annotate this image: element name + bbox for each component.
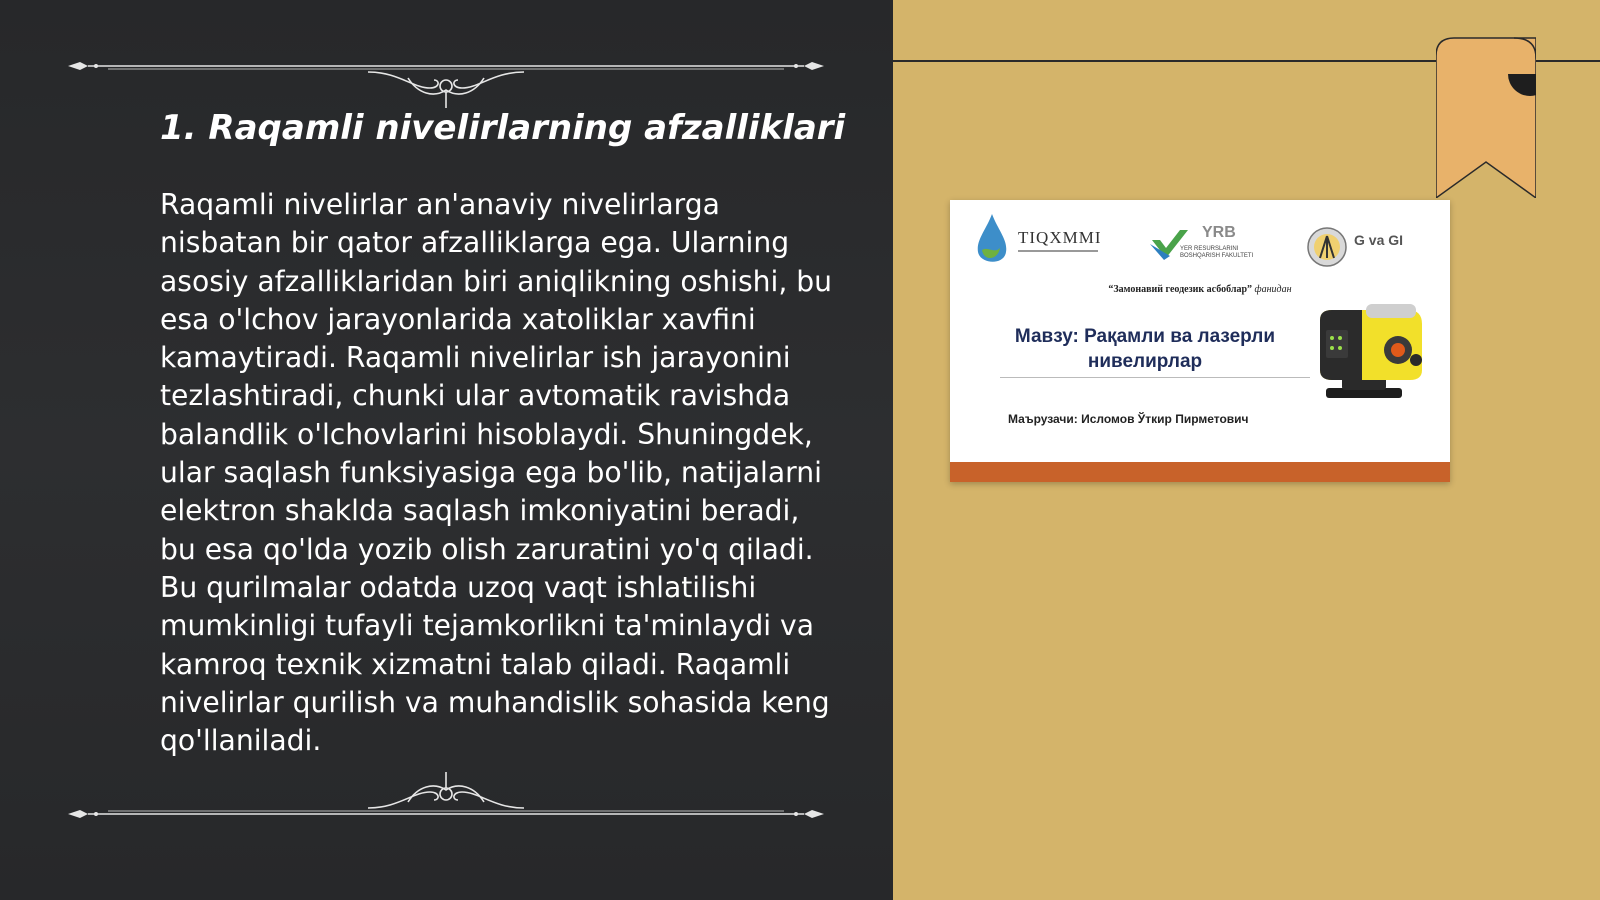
top-ornament-divider [68,58,824,108]
gvagi-logo-text: G va GI [1354,232,1404,248]
course-title: “Замонавий геодезик асбоблар” [1108,284,1252,295]
yrb-logo-text: YRB [1202,224,1236,241]
lecturer-name: Маърузачи: Исломов Ўткир Пирметович [1008,412,1249,426]
course-name [950,284,1450,295]
lecture-topic: Мавзу: Рақамли ва лазерли нивелирлар [1014,326,1276,372]
topic-underline [1000,377,1310,378]
slide-body-text: Raqamli nivelirlar an'anaviy nivelirlarga nisbatan bir qator afzalliklarga ega. Ularning asosiy afzalliklaridan biri aniqlikning oshishi, bu esa o'lchov jarayonlarida xatoliklar xavfini kamaytiradi. Raqamli nivelirlar ish jarayonini tezlashtiradi, chunki ular avtomatik ravishda balandlik o'lchovlarini hisoblaydi. Shuningdek, ular saqlash funksiyasiga ega bo'lib, natijalarni elektron shaklda saqlash imkoniyatini beradi, bu esa qo'lda yozib olish zaruratini yo'q qiladi. Bu qurilmalar odatda uzoq vaqt ishlatilishi mumkinligi tufayli tejamkorlikni ta'minlaydi va kamroq texnik xizmatni talab qiladi. Raqamli nivelirlar qurilish va muhandislik sohasida keng qo'llaniladi. [160,188,833,758]
bookmark-ribbon [1436,36,1536,198]
surveyor-emblem-icon [1306,226,1348,268]
yrb-logo [1150,210,1280,270]
yrb-logo-subtext: YER RESURSLARINI BOSHQARISH FAKULTETI [1180,246,1254,259]
tiqxmmi-logo-text: TIQXMMI [1018,228,1102,247]
gvagi-logo [1306,210,1436,270]
digital-level-device-image [1312,300,1428,400]
thumbnail-footer-bar [950,462,1450,482]
bottom-ornament-divider [68,772,824,822]
slide-title: 1. Raqamli nivelirlarning afzalliklari [160,108,846,148]
tiqxmmi-logo [972,210,1102,270]
course-suffix: фанидан [1254,284,1292,295]
title-slide-thumbnail [950,200,1450,482]
water-drop-logo-icon [972,210,1016,270]
